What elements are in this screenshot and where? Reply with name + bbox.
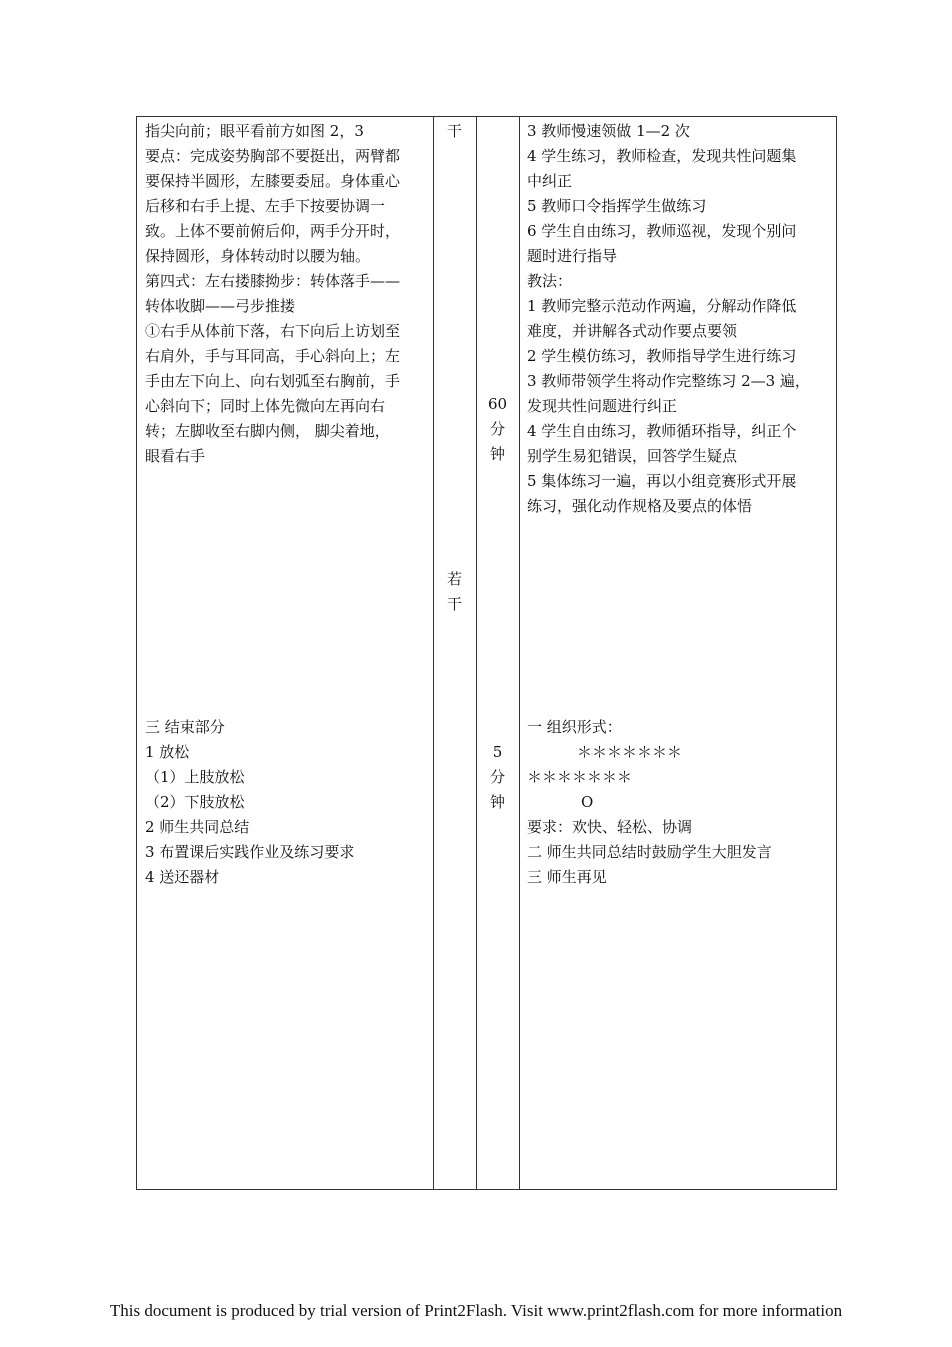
method-line: 1 教师完整示范动作两遍，分解动作降低 [527, 297, 797, 315]
method-line: 别学生易犯错误，回答学生疑点 [527, 447, 738, 465]
method-line: 5 集体练习一遍，再以小组竞赛形式开展 [527, 472, 797, 490]
content-line: 保持圆形，身体转动时以腰为轴。 [145, 247, 371, 265]
formation-row: ＊＊＊＊＊＊＊ [577, 743, 683, 761]
ending-line: 1 放松 [145, 743, 190, 761]
content-line: 致。上体不要前俯后仰，两手分开时， [145, 222, 401, 240]
method-line: 要求：欢快、轻松、协调 [527, 818, 693, 836]
method-line: 难度，并讲解各式动作要点要领 [527, 322, 738, 340]
method-line: 发现共性问题进行纠正 [527, 397, 678, 415]
content-line: 后移和右手上提、左手下按要协调一 [145, 197, 386, 215]
content-line: 第四式：左右搂膝拗步：转体落手—— [145, 272, 401, 290]
count-column [433, 117, 476, 1189]
ending-section-block [137, 715, 433, 890]
content-line: 心斜向下；同时上体先微向左再向右 [145, 397, 386, 415]
method-line: 教法： [527, 272, 573, 290]
content-line: 转；左脚收至右脚内侧， 脚尖着地， [145, 422, 390, 440]
method-line: 题时进行指导 [527, 247, 618, 265]
teacher-marker: O [581, 793, 594, 811]
method-line: 3 教师带领学生将动作完整练习 2—3 遍， [527, 372, 810, 390]
method-line: 2 学生模仿练习，教师指导学生进行练习 [527, 347, 797, 365]
time-column [476, 117, 519, 1189]
content-column [137, 117, 433, 1189]
content-line: 转体收脚——弓步推搂 [145, 297, 296, 315]
method-column [519, 117, 838, 1189]
content-line: 要点：完成姿势胸部不要挺出，两臂都 [145, 147, 401, 165]
method-line: 三 师生再见 [527, 868, 607, 886]
method-line: 4 学生练习，教师检查，发现共性问题集 [527, 147, 797, 165]
content-line: 指尖向前；眼平看前方如图 2，3 [145, 122, 364, 140]
time-ending: 5 分 钟 [489, 743, 505, 811]
method-line: 练习，强化动作规格及要点的体悟 [527, 497, 753, 515]
time-main: 60 分 钟 [487, 395, 508, 463]
content-line: ①右手从体前下落，右下向后上访划至 [145, 322, 401, 340]
ending-line: （2）下肢放松 [145, 793, 245, 811]
method-line: 3 教师慢速领做 1—2 次 [527, 122, 690, 140]
content-line: 手由左下向上、向右划弧至右胸前，手 [145, 372, 401, 390]
method-top-block [519, 119, 838, 519]
content-line: 眼看右手 [145, 447, 206, 465]
method-line: 中纠正 [527, 172, 573, 190]
ending-line: 3 布置课后实践作业及练习要求 [145, 843, 355, 861]
content-top-block [137, 119, 433, 469]
formation-row: ＊＊＊＊＊＊＊ [527, 768, 633, 786]
ending-line: 4 送还器材 [145, 868, 220, 886]
ending-line: 2 师生共同总结 [145, 818, 250, 836]
lesson-plan-table [136, 116, 837, 1190]
count-top: 干 [446, 122, 462, 140]
method-line: 二 师生共同总结时鼓励学生大胆发言 [527, 843, 772, 861]
count-middle: 若 干 [446, 570, 462, 613]
trial-watermark-footer: This document is produced by trial version of Print2Flash. Visit www.print2flash.com for more information [109, 1301, 843, 1320]
ending-line: （1）上肢放松 [145, 768, 245, 786]
method-line: 6 学生自由练习，教师巡视，发现个别问 [527, 222, 797, 240]
content-line: 右肩外，手与耳同高，手心斜向上；左 [145, 347, 401, 365]
method-line: 一 组织形式： [527, 718, 622, 736]
ending-line: 三 结束部分 [145, 718, 225, 736]
method-line: 4 学生自由练习，教师循环指导，纠正个 [527, 422, 797, 440]
organization-block [519, 715, 838, 890]
method-line: 5 教师口令指挥学生做练习 [527, 197, 707, 215]
content-line: 要保持半圆形，左膝要委屈。身体重心 [145, 172, 401, 190]
